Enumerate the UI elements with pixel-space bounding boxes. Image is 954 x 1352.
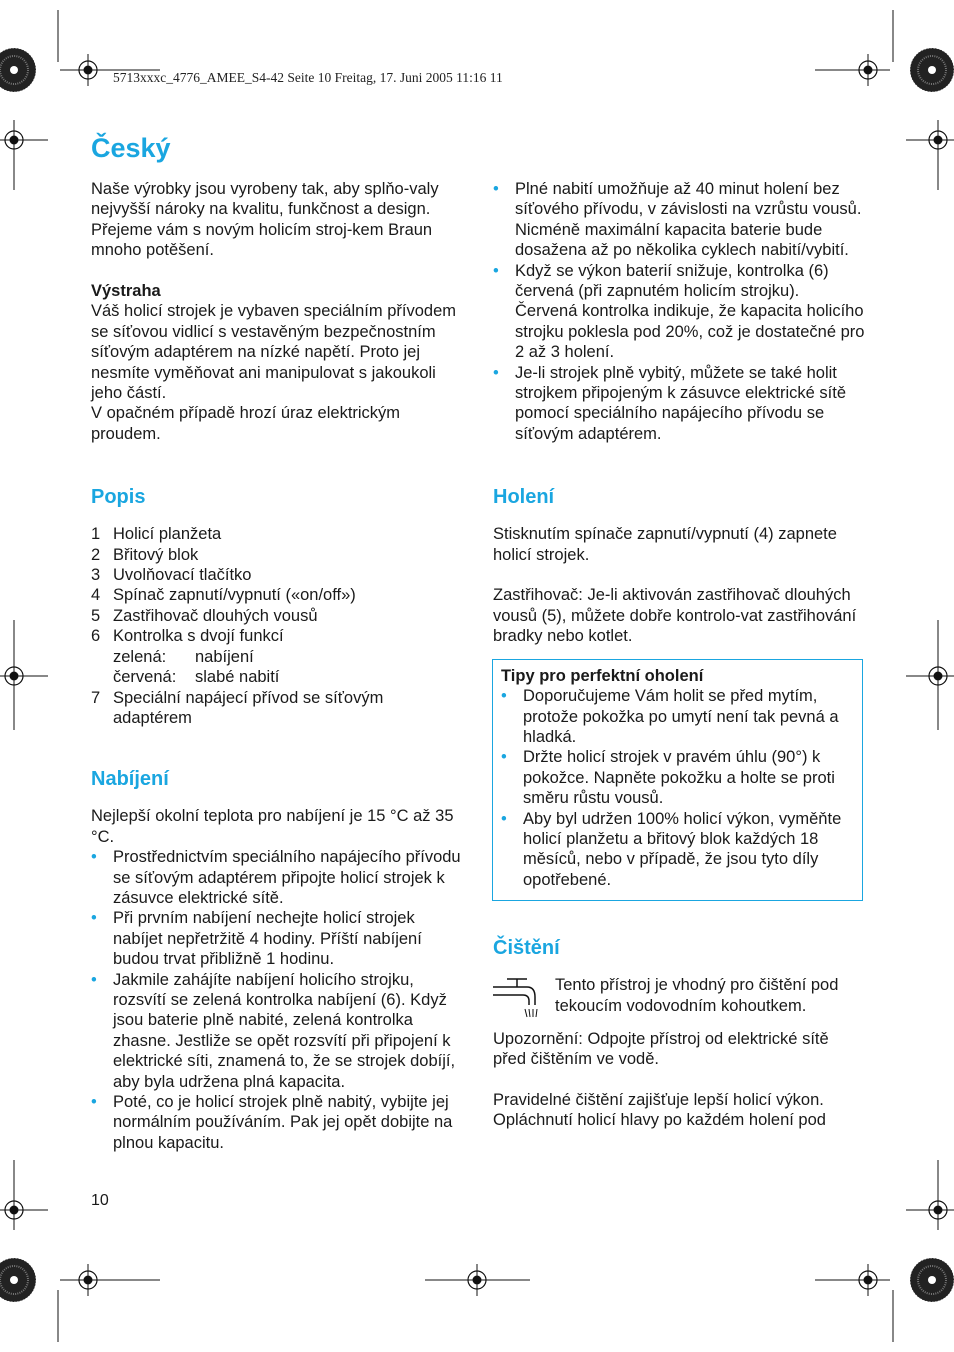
warning-text: Váš holicí strojek je vybaven speciálním přívodem se síťovou vidlicí s vestavěným bezpečnostním síťovým adaptérem na nízké napětí. Proto jej nesmíte vyměňovat ani manipulovat s jakoukoli jeho částí. — [91, 302, 456, 403]
list-item: • Je-li strojek plně vybitý, můžete se také holit strojkem připojeným k zásuvce elektrické sítě pomocí speciálního napájecího přívodu se síťovým adaptérem. — [493, 363, 865, 445]
charging-bullets — [91, 847, 463, 1153]
list-item: • Aby byl udržen 100% holicí výkon, vyměňte holicí planžetu a břitový blok každých 18 měsíců, nebo v případě, že jsou tyto díly opotřebené. — [501, 809, 854, 891]
shaving-paragraph-1: Stisknutím spínače zapnutí/vypnutí (4) zapnete holicí strojek. — [493, 525, 837, 564]
cleaning-icon-text: Tento přístroj je vhodný pro čištění pod tekoucím vodovodním kohoutkem. — [555, 976, 839, 1015]
shaving-paragraph-2: Zastřihovač: Je-li aktivován zastřihovač dlouhých vousů (5), můžete dobře kontrolo-vat zastřihování bradky nebo kotlet. — [493, 586, 857, 646]
tips-box — [492, 659, 863, 901]
tap-water-icon — [493, 975, 555, 1028]
cleaning-warning: Upozornění: Odpojte přístroj od elektrické sítě před čištěním ve vodě. — [493, 1029, 829, 1068]
list-item: • Jakmile zahájíte nabíjení holicího strojku, rozsvítí se zelená kontrolka nabíjení (6). Když jsou baterie plně nabité, zelená kontrolka zhasne. Jestliže se opět rozsvítí při připojení k elektrické síti, znamená to, že se strojek dobíjí, aby byla udržena plná kapacita. — [91, 970, 463, 1092]
right-column — [493, 179, 865, 1131]
cleaning-icon-row — [493, 975, 865, 1028]
warning-title: Výstraha — [91, 282, 161, 301]
list-item: • Prostřednictvím speciálního napájecího přívodu se síťovým adaptérem připojte holicí strojek k zásuvce elektrické sítě. — [91, 847, 463, 908]
list-item: • Poté, co je holicí strojek plně nabitý, vybijte jej normálním používáním. Pak jej opět dobijte na plnou kapacitu. — [91, 1092, 463, 1153]
section-heading-nabijeni: Nabíjení — [91, 768, 169, 791]
indicator-red: červená: slabé nabití — [113, 668, 280, 687]
page-title: Český — [91, 133, 171, 163]
tips-title: Tipy pro perfektní oholení — [501, 666, 704, 685]
list-item: 6 Kontrolka s dvojí funkcí zelená: nabíjení červená: slabé nabití — [91, 626, 463, 687]
list-item: 2 Břitový blok — [91, 545, 199, 564]
indicator-green: zelená: nabíjení — [113, 647, 254, 666]
list-item: • Při prvním nabíjení nechejte holicí strojek nabíjet nepřetržitě 4 hodiny. Příští nabíjení budou trvat přibližně 1 hodinu. — [91, 908, 463, 969]
list-item: • Plné nabití umožňuje až 40 minut holení bez síťového přívodu, v závislosti na vzrůstu vousů. Nicméně maximální kapacita baterie bude dosažena až po několika cyklech nabití/vybití. — [493, 179, 865, 261]
section-heading-holeni: Holení — [493, 486, 555, 509]
list-item: 4 Spínač zapnutí/vypnutí («on/off») — [91, 586, 356, 605]
tips-list — [501, 686, 854, 890]
section-heading-cisteni: Čištění — [493, 937, 560, 960]
intro-paragraph: Naše výrobky jsou vyrobeny tak, aby splňo-valy nejvyšší nároky na kvalitu, funkčnost a design. Přejeme vám s novým holicím stroj-kem Braun mnoho potěšení. — [91, 180, 439, 260]
cleaning-paragraph: Pravidelné čištění zajišťuje lepší holicí výkon. Opláchnutí holicí hlavy po každém holení pod — [493, 1090, 826, 1130]
list-item: 5 Zastřihovač dlouhých vousů — [91, 606, 318, 625]
charging-intro: Nejlepší okolní teplota pro nabíjení je 15 °C až 35 °C. — [91, 807, 454, 846]
list-item: • Držte holicí strojek v pravém úhlu (90°) k pokožce. Napněte pokožku a holte se proti směru růstu vousů. — [501, 747, 854, 808]
battery-bullets — [493, 179, 865, 444]
list-item: 3 Uvolňovací tlačítko — [91, 566, 252, 585]
print-meta-line: 5713xxxc_4776_AMEE_S4-42 Seite 10 Freitag, 17. Juni 2005 11:16 11 — [113, 70, 503, 85]
list-item: • Doporučujeme Vám holit se před mytím, protože pokožka po umytí není tak pevná a hladká. — [501, 686, 854, 747]
list-item: 7 Speciální napájecí přívod se síťovým adaptérem — [91, 688, 384, 727]
parts-list — [91, 524, 463, 728]
warning-text-2: V opačném případě hrozí úraz elektrickým proudem. — [91, 404, 401, 443]
page-number: 10 — [91, 1192, 109, 1209]
list-item: • Když se výkon baterií snižuje, kontrolka (6) červená (při zapnutém holicím strojku). Červená kontrolka indikuje, že kapacita holicího strojku poklesla pod 20%, což je dostatečné pro 2 až 3 holení. — [493, 261, 865, 363]
left-column — [91, 179, 463, 1153]
list-item: 1 Holicí planžeta — [91, 525, 222, 544]
section-heading-popis: Popis — [91, 486, 146, 509]
